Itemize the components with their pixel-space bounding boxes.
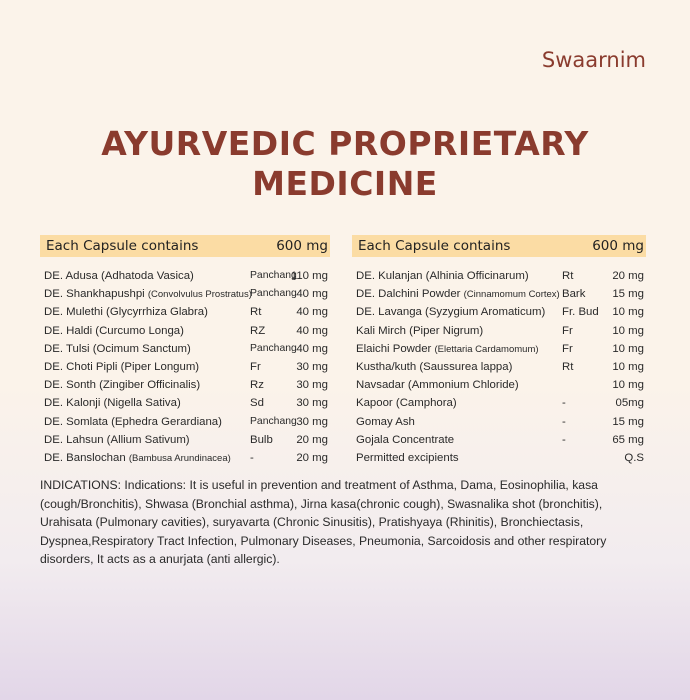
ingredient-quantity: 20 mg	[296, 451, 328, 464]
ingredient-part: Rt	[250, 306, 262, 319]
ingredient-name-text: DE. Haldi (Curcumo Longa)	[44, 324, 184, 337]
ingredient-part: Panchang	[250, 342, 297, 354]
ingredient-name-text: DE. Shankhapushpi	[44, 288, 145, 301]
ingredient-name-text: DE. Lahsun (Allium Sativum)	[44, 433, 190, 446]
ingredient-row	[40, 285, 330, 303]
ingredient-row	[352, 431, 646, 449]
ingredient-row	[40, 449, 330, 467]
ingredient-part: Panchang	[250, 415, 297, 427]
ingredient-quantity: 40 mg	[296, 342, 328, 355]
ingredient-name	[44, 431, 190, 449]
right-header-label: Each Capsule contains	[358, 238, 511, 254]
ingredient-quantity: 40 mg	[296, 288, 328, 301]
ingredient-row	[40, 267, 330, 285]
ingredient-row	[40, 358, 330, 376]
ingredient-row	[352, 376, 646, 394]
ingredient-quantity: 40 mg	[296, 324, 328, 337]
ingredient-name	[356, 394, 457, 412]
right-header-qty: 600 mg	[592, 238, 644, 254]
ingredient-row	[40, 431, 330, 449]
ingredient-part: -	[562, 397, 566, 410]
ingredient-name	[356, 340, 539, 359]
ingredient-part: Fr	[562, 342, 573, 355]
ingredient-quantity: 10 mg	[612, 342, 644, 355]
ingredient-quantity: 10 mg	[612, 379, 644, 392]
ingredient-part: -	[562, 415, 566, 428]
ingredient-name	[356, 358, 512, 376]
ingredient-part: Fr	[562, 324, 573, 337]
right-ingredients-column	[352, 235, 646, 467]
ingredient-row	[40, 376, 330, 394]
ingredient-part: Sd	[250, 397, 264, 410]
ingredient-name-text: Kali Mirch (Piper Nigrum)	[356, 324, 484, 337]
ingredient-quantity: 30 mg	[296, 397, 328, 410]
ingredient-name	[44, 376, 200, 394]
ingredient-name-text: DE. Kalonji (Nigella Sativa)	[44, 397, 181, 410]
ingredient-name-text: DE. Tulsi (Ocimum Sanctum)	[44, 342, 191, 355]
ingredient-name	[44, 285, 252, 304]
ingredient-name-text: DE. Kulanjan (Alhinia Officinarum)	[356, 270, 529, 282]
ingredient-quantity: 65 mg	[612, 433, 644, 446]
ingredient-part: Fr	[250, 360, 261, 373]
ingredient-quantity: 20 mg	[296, 433, 328, 446]
ingredient-name-text: DE. Lavanga (Syzygium Aromaticum)	[356, 306, 546, 319]
ingredient-part: -	[562, 433, 566, 446]
ingredient-part: Panchang	[250, 288, 297, 300]
ingredient-part: Bulb	[250, 433, 273, 446]
ingredient-quantity: Q.S	[624, 451, 644, 464]
ingredient-name-text: Permitted excipients	[356, 451, 459, 464]
ingredient-part: Bark	[562, 288, 586, 301]
ingredient-quantity: 10 mg	[612, 324, 644, 337]
ingredient-row	[40, 413, 330, 431]
ingredient-name	[44, 322, 184, 340]
ingredient-part: Fr. Bud	[562, 306, 599, 319]
ingredient-name-text: DE. Adusa (Adhatoda Vasica)	[44, 270, 194, 282]
ingredient-row	[352, 267, 646, 285]
ingredient-row	[40, 322, 330, 340]
ingredient-name	[44, 394, 181, 412]
ingredient-name	[356, 322, 483, 340]
left-column-header	[40, 235, 330, 257]
ingredient-name-text: Gomay Ash	[356, 415, 415, 428]
ingredient-name	[356, 303, 545, 321]
ingredient-name	[356, 449, 459, 467]
ingredient-name-text: DE. Mulethi (Glycyrrhiza Glabra)	[44, 306, 208, 319]
ingredient-row	[40, 340, 330, 358]
ingredient-name	[356, 376, 519, 394]
ingredient-row	[352, 449, 646, 467]
left-ingredient-list	[40, 267, 330, 467]
ingredient-row	[352, 358, 646, 376]
ingredient-quantity: 30 mg	[296, 360, 328, 373]
ingredient-part: Rz	[250, 379, 264, 392]
ingredient-row	[352, 394, 646, 412]
ingredient-name-text: DE. Choti Pipli (Piper Longum)	[44, 360, 200, 373]
right-column-header	[352, 235, 646, 257]
ingredient-quantity: 15 mg	[612, 415, 644, 428]
ingredient-botanical-name: (Elettaria Cardamomum)	[434, 343, 539, 355]
ingredient-quantity: 10 mg	[612, 360, 644, 373]
ingredient-quantity: 05mg	[615, 397, 644, 410]
ingredient-name-text: DE. Sonth (Zingiber Officinalis)	[44, 379, 201, 392]
ingredient-name	[356, 285, 560, 304]
ingredient-row	[40, 303, 330, 321]
ingredient-row	[352, 285, 646, 303]
indications-text: INDICATIONS: Indications: It is useful in prevention and treatment of Asthma, Dama, Eosinophilia, kasa (cough/Bronchitis), Shwasa (Bronchial asthma), Jirna kasa(chronic cough), Swasnalika shot (bronchitis), Urahisata (Pulmonary cavities), suryavarta (Chronic Sinusitis), Pratishyaya (Rhinitis), Bronchiectasis, Dyspnea,Respiratory Tract Infection, Pulmonary Diseases, Pneumonia, Sarcoidosis and other respiratory disorders, It acts as a anurjata (anti allergic).	[40, 478, 607, 567]
ingredient-botanical-name: (Cinnamomum Cortex)	[463, 289, 560, 301]
brand-logo: Swaarnim	[541, 48, 646, 72]
ingredient-name	[44, 267, 194, 285]
ingredient-name-text: DE. Banslochan	[44, 451, 126, 464]
ingredient-name-text: Kustha/kuth (Saussurea lappa)	[356, 360, 513, 373]
ingredient-part: -	[250, 451, 254, 464]
ingredient-name	[44, 358, 199, 376]
title-line-1: AYURVEDIC PROPRIETARY	[101, 124, 589, 163]
ingredient-name	[44, 340, 191, 358]
right-ingredient-list	[352, 267, 646, 467]
ingredient-row	[352, 303, 646, 321]
ingredient-row	[352, 322, 646, 340]
page-title	[0, 124, 690, 204]
ingredient-part: Panchang	[250, 270, 297, 281]
ingredient-name	[44, 303, 208, 321]
ingredient-part: Rt	[562, 360, 574, 373]
ingredient-name	[44, 413, 222, 431]
ingredient-name-text: DE. Dalchini Powder	[356, 288, 461, 301]
left-ingredients-column	[40, 235, 330, 467]
ingredient-name-text: Gojala Concentrate	[356, 433, 455, 446]
ingredient-quantity: 30 mg	[296, 379, 328, 392]
ingredient-part: Rt	[562, 270, 574, 282]
ingredient-row	[352, 340, 646, 358]
ingredient-name	[356, 431, 454, 449]
ingredient-row	[40, 394, 330, 412]
ingredient-name-text: Elaichi Powder	[356, 342, 432, 355]
ingredient-botanical-name: (Convolvulus Prostratus)	[147, 289, 252, 301]
ingredient-row	[352, 413, 646, 431]
ingredient-name-text: DE. Somlata (Ephedra Gerardiana)	[44, 415, 222, 428]
left-header-qty: 600 mg	[276, 238, 328, 254]
ingredient-quantity: 30 mg	[296, 415, 328, 428]
title-line-2: MEDICINE	[252, 164, 438, 203]
ingredient-name	[356, 267, 529, 285]
ingredient-quantity: 15 mg	[612, 288, 644, 301]
ingredient-name-text: Navsadar (Ammonium Chloride)	[356, 379, 519, 392]
left-header-label: Each Capsule contains	[46, 238, 199, 254]
ingredient-name-text: Kapoor (Camphora)	[356, 397, 457, 410]
ingredient-part: RZ	[250, 324, 266, 337]
ingredient-name	[44, 449, 231, 468]
ingredient-quantity: 10 mg	[612, 306, 644, 319]
ingredient-name	[356, 413, 415, 431]
ingredient-quantity: 40 mg	[296, 306, 328, 319]
ingredient-quantity: 110 mg	[290, 270, 328, 282]
ingredient-botanical-name: (Bambusa Arundinacea)	[128, 452, 231, 464]
ingredient-quantity: 20 mg	[612, 270, 644, 282]
